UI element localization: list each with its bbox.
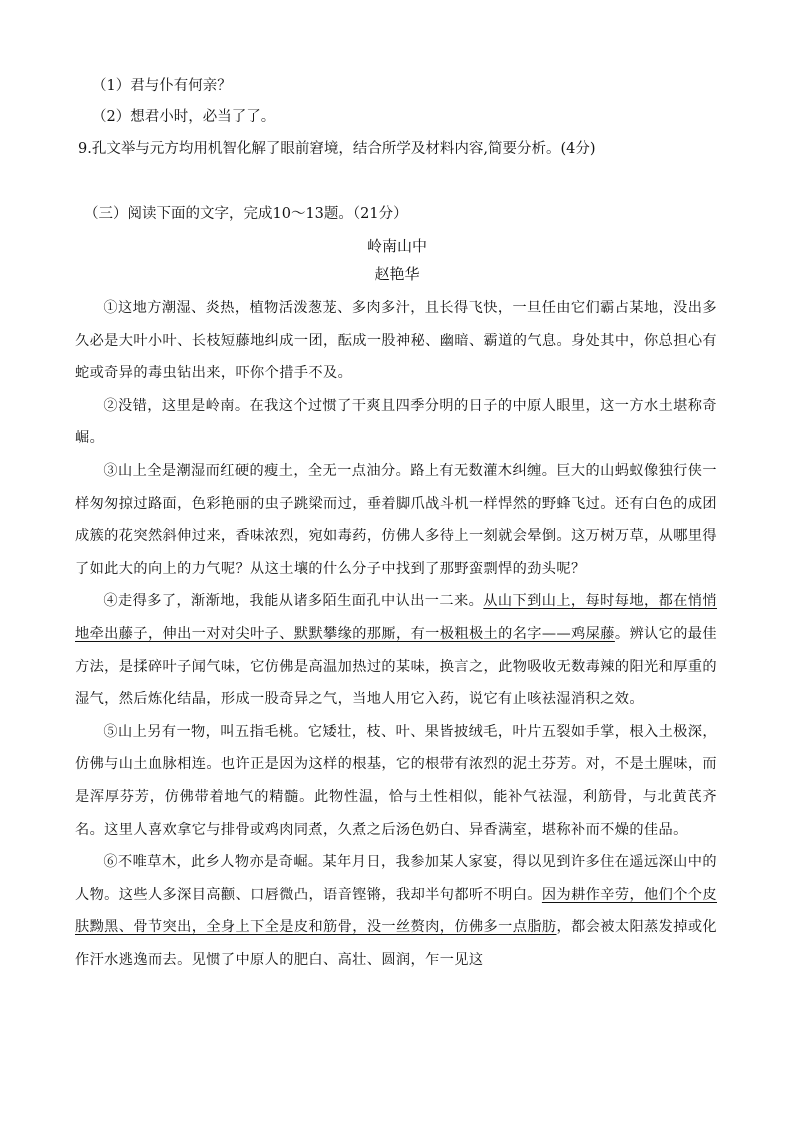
paragraph-5: ⑤山上另有一物，叫五指毛桃。它矮壮，枝、叶、果皆披绒毛，叶片五裂如手掌，根入土极深，仿佛与山土血脉相连。也许正是因为这样的根基，它的根带有浓烈的泥土芬芳。对，不是土腥味，而是浑厚芬芳，仿佛带着地气的精髓。此物性温，恰与土性相似，能补气祛湿，利筋骨，与北黄芪齐名。这里人喜欢拿它与排骨或鸡肉同煮，久煮之后汤色奶白、异香满室，堪称补而不燥的佳品。 (75, 723, 717, 838)
article-author: 赵艳华 (374, 265, 420, 283)
section-heading: （三）阅读下面的文字，完成10～13题。（21分） (84, 206, 408, 222)
paragraph-6 (75, 846, 717, 976)
paragraph-4-intro: ④走得多了，渐渐地，我能从诸多陌生面孔中认出一二来。 (103, 593, 484, 610)
paragraph-3: ③山上全是潮湿而红硬的瘦土，全无一点油分。路上有无数灌木纠缠。巨大的山蚂蚁像独行侠一样匆匆掠过路面，色彩艳丽的虫子跳梁而过，垂着脚爪战斗机一样悍然的野蜂飞过。还有白色的成团成簇的花突然斜伸过来，香味浓烈，宛如毒药，仿佛人多待上一刻就会晕倒。这万树万草，从哪里得了如此大的向上的力气呢？从这土壤的什么分子中找到了那野蛮剽悍的劲头呢？ (75, 462, 717, 577)
paragraph-2: ②没错，这里是岭南。在我这个过惯了干爽且四季分明的日子的中原人眼里，这一方水土堪称奇崛。 (75, 397, 717, 447)
article-body (75, 292, 717, 976)
paragraph-4 (75, 585, 717, 715)
underlined-sentence-6: 因为耕作辛劳，他们个个皮肤黝黑、骨节突出，全身上下全是皮和筋骨，没一丝赘肉，仿佛多一点脂肪 (75, 886, 717, 936)
underlined-sentence-4: 从山下到山上，每时每地，都在悄悄地牵出藤子，伸出一对对尖叶子、默默攀缘的那厮，有一极粗极土的名字——鸡屎藤 (75, 593, 718, 642)
paragraph-1: ①这地方潮湿、炎热，植物活泼葱茏、多肉多汁，且长得飞快，一旦任由它们霸占某地，没出多久必是大叶小叶、长枝短藤地纠成一团，酝成一股神秘、幽暗、霸道的气息。身处其中，你总担心有蛇或奇异的毒虫钻出来，吓你个措手不及。 (75, 300, 717, 382)
paragraph-4-rest: 。辨认它的最佳方法，是揉碎叶子闻气味，它仿佛是高温加热过的某味，换言之，此物吸收无数毒辣的阳光和厚重的湿气，然后炼化结晶，形成一股奇异之气，当地人用它入药，说它有止咳祛湿消积之效。 (75, 625, 717, 708)
paragraph-6-intro: ⑥不唯草木，此乡人物亦是奇崛。某年月日，我参加某人家宴，得以见到许多住在遥远深山中的人物。这些人多深目高颧、口唇微凸，语音铿锵，我却半句都听不明白。 (75, 854, 717, 903)
question-9: 9.孔文举与元方均用机智化解了眼前窘境，结合所学及材料内容,简要分析。(4分) (78, 141, 596, 157)
question-8-part-1: （1）君与仆有何亲？ (92, 78, 232, 94)
question-8-part-2: （2）想君小时，必当了了。 (92, 109, 276, 125)
article-title: 岭南山中 (366, 237, 427, 255)
paragraph-6-rest: ，都会被太阳蒸发掉或化作汗水逃逸而去。见惯了中原人的肥白、高壮、圆润，乍一见这 (75, 919, 717, 968)
